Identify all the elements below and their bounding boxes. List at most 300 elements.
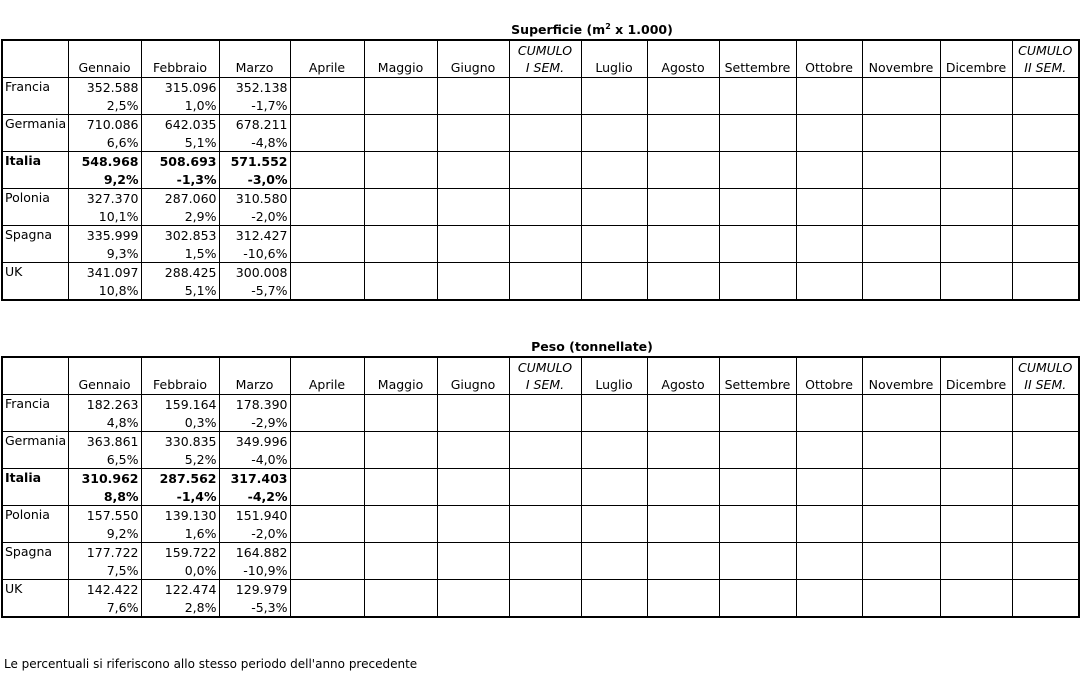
empty-cell [796,78,862,97]
empty-cell [364,244,437,263]
empty-cell [581,543,647,562]
empty-cell [862,413,940,432]
empty-cell [509,133,581,152]
percent-cell: 10,8% [68,281,141,300]
percent-cell: -4,8% [219,133,290,152]
country-cell [2,561,68,580]
table-row [2,561,1079,580]
month-header: Settembre [719,40,796,78]
value-cell: 312.427 [219,226,290,245]
empty-cell [1012,432,1079,451]
empty-cell [437,395,509,414]
empty-cell [437,281,509,300]
empty-cell [509,524,581,543]
empty-cell [796,395,862,414]
value-cell: 327.370 [68,189,141,208]
value-cell: 151.940 [219,506,290,525]
empty-cell [940,96,1012,115]
empty-cell [509,78,581,97]
value-cell: 129.979 [219,580,290,599]
value-cell: 352.588 [68,78,141,97]
empty-cell [1012,450,1079,469]
value-cell: 302.853 [141,226,219,245]
empty-cell [509,413,581,432]
empty-cell [1012,189,1079,208]
value-cell: 164.882 [219,543,290,562]
empty-cell [509,207,581,226]
table-row [2,524,1079,543]
country-cell [2,524,68,543]
empty-cell [719,78,796,97]
empty-cell [796,469,862,488]
country-cell: Polonia [2,506,68,525]
empty-cell [437,263,509,282]
empty-cell [719,244,796,263]
country-cell: Italia [2,152,68,171]
empty-cell [719,487,796,506]
empty-cell [1012,561,1079,580]
month-header: Novembre [862,40,940,78]
empty-cell [290,78,364,97]
empty-cell [581,115,647,134]
empty-cell [364,432,437,451]
empty-cell [437,543,509,562]
empty-cell [290,207,364,226]
table-row [2,598,1079,617]
table-row [2,152,1079,171]
empty-cell [940,281,1012,300]
empty-cell [437,244,509,263]
empty-cell [940,450,1012,469]
empty-cell [437,450,509,469]
empty-cell [862,487,940,506]
empty-cell [290,413,364,432]
empty-cell [796,207,862,226]
empty-cell [862,189,940,208]
empty-cell [862,580,940,599]
percent-cell: 7,6% [68,598,141,617]
empty-cell [719,506,796,525]
empty-cell [509,189,581,208]
table-row [2,450,1079,469]
empty-cell [719,543,796,562]
value-cell: 317.403 [219,469,290,488]
empty-cell [509,561,581,580]
empty-cell [290,170,364,189]
percent-cell: -2,9% [219,413,290,432]
empty-cell [940,432,1012,451]
value-cell: 122.474 [141,580,219,599]
empty-cell [437,524,509,543]
empty-cell [581,152,647,171]
empty-cell [437,226,509,245]
empty-cell [581,487,647,506]
empty-cell [1012,207,1079,226]
empty-cell [509,598,581,617]
empty-cell [796,281,862,300]
empty-cell [796,96,862,115]
empty-cell [940,469,1012,488]
percent-cell: -5,7% [219,281,290,300]
empty-cell [940,133,1012,152]
empty-cell [509,281,581,300]
value-cell: 310.580 [219,189,290,208]
cumulo-ii-sem-header [1012,40,1079,78]
empty-cell [940,226,1012,245]
cumulo-label-line: II SEM. [1024,60,1067,75]
empty-cell [364,133,437,152]
value-cell: 341.097 [68,263,141,282]
empty-cell [437,506,509,525]
month-header: Ottobre [796,357,862,395]
table-row [2,506,1079,525]
percent-cell: 0,3% [141,413,219,432]
empty-cell [796,115,862,134]
month-header: Maggio [364,357,437,395]
empty-cell [290,598,364,617]
cumulo-ii-sem-header [1012,357,1079,395]
empty-cell [1012,133,1079,152]
month-header: Febbraio [141,357,219,395]
cumulo-i-sem-header [509,40,581,78]
empty-cell [647,580,719,599]
empty-cell [647,524,719,543]
percent-cell: 0,0% [141,561,219,580]
table-row [2,469,1079,488]
empty-cell [940,598,1012,617]
empty-cell [509,263,581,282]
empty-cell [647,598,719,617]
table-row [2,207,1079,226]
country-cell: Polonia [2,189,68,208]
empty-cell [437,189,509,208]
empty-cell [796,263,862,282]
country-cell: Spagna [2,226,68,245]
empty-cell [719,450,796,469]
empty-cell [940,170,1012,189]
empty-cell [796,189,862,208]
empty-cell [1012,469,1079,488]
empty-cell [437,413,509,432]
empty-cell [364,189,437,208]
empty-cell [940,78,1012,97]
empty-cell [647,469,719,488]
empty-cell [509,96,581,115]
month-header: Maggio [364,40,437,78]
empty-cell [862,598,940,617]
month-header: Aprile [290,357,364,395]
empty-cell [509,152,581,171]
empty-cell [862,524,940,543]
value-cell: 571.552 [219,152,290,171]
month-header: Dicembre [940,357,1012,395]
percent-cell: 1,5% [141,244,219,263]
empty-cell [437,170,509,189]
empty-cell [364,506,437,525]
empty-cell [290,115,364,134]
table-row [2,170,1079,189]
month-header: Agosto [647,357,719,395]
empty-cell [437,580,509,599]
empty-cell [647,263,719,282]
empty-cell [581,207,647,226]
empty-cell [719,207,796,226]
country-cell: Spagna [2,543,68,562]
empty-cell [509,580,581,599]
empty-cell [1012,413,1079,432]
empty-cell [940,487,1012,506]
empty-cell [581,561,647,580]
percent-cell: -10,9% [219,561,290,580]
empty-cell [290,524,364,543]
country-cell [2,487,68,506]
empty-cell [647,170,719,189]
empty-cell [796,413,862,432]
empty-cell [509,395,581,414]
empty-cell [719,96,796,115]
table-row [2,580,1079,599]
month-header: Marzo [219,357,290,395]
empty-cell [796,226,862,245]
empty-cell [647,450,719,469]
percent-cell: 9,2% [68,170,141,189]
month-header: Aprile [290,40,364,78]
table-row [2,281,1079,300]
percent-cell: -4,2% [219,487,290,506]
empty-cell [509,506,581,525]
table-row [2,432,1079,451]
empty-cell [581,506,647,525]
percent-cell: 4,8% [68,413,141,432]
country-cell: Germania [2,115,68,134]
empty-cell [647,115,719,134]
empty-cell [364,598,437,617]
empty-cell [862,244,940,263]
value-cell: 349.996 [219,432,290,451]
empty-cell [862,170,940,189]
value-cell: 287.562 [141,469,219,488]
value-cell: 139.130 [141,506,219,525]
empty-cell [581,189,647,208]
empty-cell [862,115,940,134]
percent-cell: -5,3% [219,598,290,617]
value-cell: 177.722 [68,543,141,562]
empty-cell [581,413,647,432]
month-header: Gennaio [68,40,141,78]
empty-cell [796,598,862,617]
empty-cell [581,524,647,543]
empty-cell [290,226,364,245]
empty-cell [647,561,719,580]
value-cell: 642.035 [141,115,219,134]
empty-cell [290,244,364,263]
empty-cell [437,207,509,226]
empty-cell [719,115,796,134]
month-header: Giugno [437,40,509,78]
country-cell [2,207,68,226]
empty-cell [940,524,1012,543]
value-cell: 142.422 [68,580,141,599]
empty-cell [940,115,1012,134]
table-row [2,487,1079,506]
empty-cell [581,469,647,488]
empty-cell [364,413,437,432]
empty-cell [719,580,796,599]
empty-cell [364,152,437,171]
percent-cell: 5,1% [141,133,219,152]
empty-cell [719,395,796,414]
empty-cell [719,524,796,543]
country-cell [2,170,68,189]
empty-cell [581,450,647,469]
empty-cell [581,96,647,115]
empty-cell [719,263,796,282]
month-header: Novembre [862,357,940,395]
value-cell: 310.962 [68,469,141,488]
value-cell: 178.390 [219,395,290,414]
empty-cell [364,450,437,469]
empty-cell [940,395,1012,414]
empty-cell [290,561,364,580]
value-cell: 330.835 [141,432,219,451]
percent-cell: -2,0% [219,207,290,226]
empty-cell [581,226,647,245]
empty-cell [940,561,1012,580]
country-cell: UK [2,580,68,599]
corner-cell [2,40,68,78]
empty-cell [862,226,940,245]
empty-cell [647,152,719,171]
empty-cell [509,244,581,263]
empty-cell [437,598,509,617]
country-cell [2,244,68,263]
empty-cell [1012,524,1079,543]
value-cell: 182.263 [68,395,141,414]
empty-cell [719,281,796,300]
empty-cell [290,133,364,152]
empty-cell [1012,244,1079,263]
empty-cell [1012,170,1079,189]
table-title-superficie: Superficie ($m^2$ x 1.000) [511,21,673,37]
empty-cell [940,207,1012,226]
empty-cell [290,152,364,171]
percent-cell: -4,0% [219,450,290,469]
empty-cell [364,561,437,580]
superficie-table [1,39,1080,301]
empty-cell [719,469,796,488]
country-cell: UK [2,263,68,282]
empty-cell [509,432,581,451]
empty-cell [437,78,509,97]
empty-cell [940,506,1012,525]
percent-cell: 2,8% [141,598,219,617]
empty-cell [1012,226,1079,245]
empty-cell [862,152,940,171]
empty-cell [364,543,437,562]
table-row [2,263,1079,282]
empty-cell [290,96,364,115]
empty-cell [1012,598,1079,617]
table-row [2,189,1079,208]
percent-cell: 2,5% [68,96,141,115]
empty-cell [862,281,940,300]
empty-cell [647,244,719,263]
value-cell: 710.086 [68,115,141,134]
peso-table [1,356,1080,618]
country-cell [2,281,68,300]
empty-cell [796,543,862,562]
empty-cell [581,244,647,263]
empty-cell [796,524,862,543]
empty-cell [647,487,719,506]
empty-cell [290,432,364,451]
empty-cell [1012,96,1079,115]
table-title-peso: Peso (tonnellate) [531,339,653,354]
empty-cell [862,395,940,414]
empty-cell [940,263,1012,282]
empty-cell [1012,115,1079,134]
empty-cell [940,413,1012,432]
value-cell: 287.060 [141,189,219,208]
empty-cell [719,152,796,171]
empty-cell [940,244,1012,263]
empty-cell [1012,281,1079,300]
value-cell: 159.722 [141,543,219,562]
country-cell: Italia [2,469,68,488]
value-cell: 335.999 [68,226,141,245]
empty-cell [862,469,940,488]
empty-cell [364,96,437,115]
empty-cell [719,226,796,245]
empty-cell [509,450,581,469]
empty-cell [364,469,437,488]
country-cell: Francia [2,78,68,97]
empty-cell [364,395,437,414]
empty-cell [1012,395,1079,414]
empty-cell [862,263,940,282]
percent-cell: 2,9% [141,207,219,226]
empty-cell [796,152,862,171]
empty-cell [940,580,1012,599]
cumulo-label-line: CUMULO [1018,43,1073,58]
percent-cell: 8,8% [68,487,141,506]
month-header: Ottobre [796,40,862,78]
empty-cell [364,524,437,543]
empty-cell [862,96,940,115]
empty-cell [509,543,581,562]
empty-cell [290,450,364,469]
empty-cell [862,543,940,562]
empty-cell [437,133,509,152]
empty-cell [796,561,862,580]
empty-cell [647,78,719,97]
empty-cell [862,207,940,226]
percent-cell: 7,5% [68,561,141,580]
empty-cell [581,133,647,152]
empty-cell [290,281,364,300]
table-row [2,115,1079,134]
empty-cell [437,469,509,488]
empty-cell [647,207,719,226]
empty-cell [862,450,940,469]
percent-cell: -1,3% [141,170,219,189]
cumulo-label-line: II SEM. [1024,377,1067,392]
percent-cell: 9,2% [68,524,141,543]
empty-cell [862,78,940,97]
country-cell [2,413,68,432]
month-header: Febbraio [141,40,219,78]
empty-cell [647,226,719,245]
